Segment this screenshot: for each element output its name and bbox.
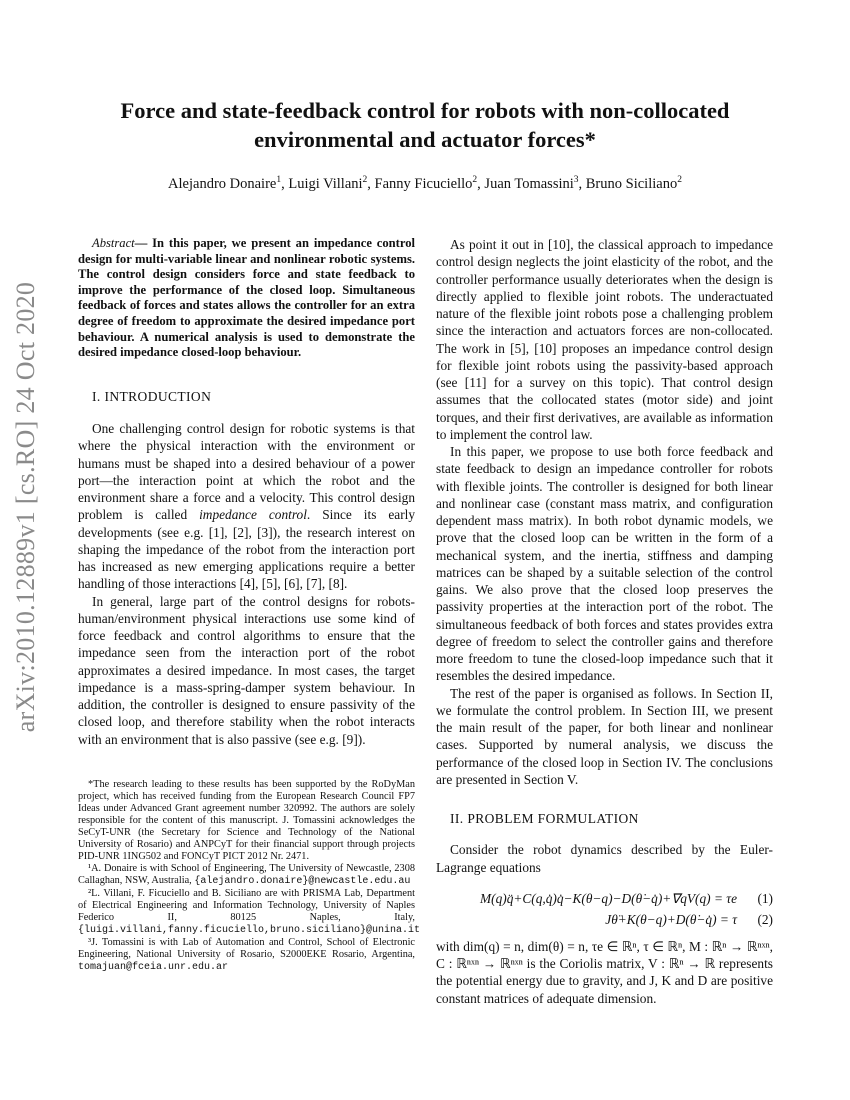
- left-column: [78, 236, 415, 748]
- section-heading-introduction: I. INTRODUCTION: [92, 388, 212, 404]
- author: Juan Tomassini: [484, 175, 574, 192]
- equation-number: (1): [757, 890, 773, 906]
- paragraph: In this paper, we propose to use both force feedback and state feedback to design an impedance controller for robots with flexible joints. The controller is designed for both linear and nonlinear case (constant mass matrix, and configuration dependent mass matrix). In both robot dynamic models, we prove that the closed loop can be written in the form of a mechanical system, and the inertia, stiffness and damping matrices can be shaped by a suitable selection of the control gains. We also prove that the closed loop preserves the passivity properties at the interaction port of the robot. The simultaneous feedback of both forces and states provides extra degree of freedom to select the controller gains and therefore more freedom to tune the closed-loop impedance such that it resembles the desired impedance.: [436, 444, 773, 684]
- right-column: [436, 236, 773, 1007]
- footnote: ¹A. Donaire is with School of Engineering, The University of Newcastle, 2308 Callaghan, NSW, Australia, {alejandro.donaire}@newcastle.edu.au: [78, 863, 415, 887]
- paragraph: with dim(q) = n, dim(θ) = n, τe ∈ ℝⁿ, τ ∈ ℝⁿ, M : ℝⁿ → ℝⁿˣⁿ, C : ℝⁿˣⁿ → ℝⁿˣⁿ is the Coriolis matrix, V : ℝⁿ → ℝ represents the potential energy due to gravity, and J, K and D are positive constant matrices of adequate dimension.: [436, 938, 773, 1006]
- equation-number: (2): [757, 911, 773, 927]
- author: Luigi Villani: [288, 175, 363, 192]
- equation: Jθ̈+K(θ−q)+D(θ̇−q̇) = τ (2): [436, 909, 773, 930]
- equation: M(q)q̈+C(q,q̇)q̇−K(θ−q)−D(θ̇−q̇)+∇qV(q) = τe (1): [436, 888, 773, 909]
- paragraph: One challenging control design for robotic systems is that where the physical interaction with the environment or humans must be shaped into a desired behaviour of a power port—the interaction point at which the robot and the environment share a force and a velocity. This control design problem is called impedance control. Since its early developments (see e.g. [1], [2], [3]), the research interest on shaping the impedance of the robot from the interaction port has increased as new emerging applications require a better handling of those interactions [4], [5], [6], [7], [8].: [78, 421, 416, 592]
- footnote: ²L. Villani, F. Ficuciello and B. Siciliano are with PRISMA Lab, Department of Electrical Engineering and Information Technology, University of Naples Federico II, 80125 Naples, Italy, {luigi.villani,fanny.ficuciello,bruno.siciliano}@unina.it: [78, 888, 421, 936]
- footnote: *The research leading to these results has been supported by the RoDyMan project, which has received funding from the European Research Council FP7 Ideas under Advanced Grant agreement number 320992. The authors are solely responsible for the content of this manuscript. J. Tomassini acknowledges the SeCyT-UNR (the Secretary for Science and Technology of the National University of Rosario) and ANPCyT for their financial support through projects PID-UNR 1ING502 and FONCyT PICT 2012 Nr. 2471.: [78, 779, 415, 862]
- equation-block: [436, 888, 773, 930]
- paragraph: As point it out in [10], the classical approach to impedance control design neglects the joint elasticity of the robot, and the controller performance usually deteriorates when the design is directly applied to flexible joint robots. The underactuated nature of the flexible joint robots pose a challenging problem since the interaction and actuators forces are non-collocated. The work in [5], [10] proposes an impedance control design for flexible joint robots using the passivity-based approach (see [11] for a survey on this topic). That control design assumes that the collocated states (motor side) and joint torques, and their first derivatives, are available as information to implement the control law.: [436, 237, 773, 442]
- author: Alejandro Donaire: [168, 175, 277, 192]
- paper-title: Force and state-feedback control for robots with non-collocated environmental and actuator forces*: [120, 98, 730, 152]
- footnote: ³J. Tomassini is with Lab of Automation and Control, School of Electronic Engineering, National University of Rosario, S2000EKE Rosario, Argentina, tomajuan@fceia.unr.edu.ar: [78, 937, 415, 973]
- arxiv-identifier: arXiv:2010.12889v1 [cs.RO] 24 Oct 2020: [11, 281, 40, 733]
- author: Fanny Ficuciello: [374, 175, 473, 192]
- section-heading-problem-formulation: II. PROBLEM FORMULATION: [450, 811, 639, 826]
- footnotes: [78, 779, 421, 974]
- paragraph: The rest of the paper is organised as follows. In Section II, we formulate the control problem. In Section III, we present the main result of the paper, for both linear and nonlinear cases. Supported by numeral analysis, we discuss the performance of the closed loop in Section IV. The conclusions are presented in Section V.: [436, 685, 773, 787]
- paragraph: In general, large part of the control designs for robots-human/environment physical interactions use some kind of force feedback and control algorithms to ensure that the impedance seen from the interaction port of the robot approximates a desired impedance. In most cases, the target impedance is a mass-spring-damper system behaviour. In addition, the controller is designed to ensure passivity of the closed loop, and therefore stability when the robot interacts with an environment that is also passive (see e.g. [9]).: [78, 593, 415, 747]
- paragraph: Consider the robot dynamics described by the Euler-Lagrange equations: [436, 842, 773, 875]
- author: Bruno Siciliano: [585, 175, 678, 192]
- author-list: Alejandro Donaire$^1$, Luigi Villani$^2$, Fanny Ficuciello$^2$, Juan Tomassini$^3$, Bruno Siciliano$^2$: [168, 175, 682, 192]
- arxiv-stamp: [11, 281, 41, 733]
- abstract: Abstract— In this paper, we present an impedance control design for multi-variable linear and nonlinear robotic systems. The control design considers force and state feedback to improve the performance of the closed loop. Simultaneous feedback of forces and states allows the controller for an extra degree of freedom to approximate the desired impedance port behaviour. A numerical analysis is used to demonstrate the desired impedance closed-loop behaviour.: [78, 236, 415, 360]
